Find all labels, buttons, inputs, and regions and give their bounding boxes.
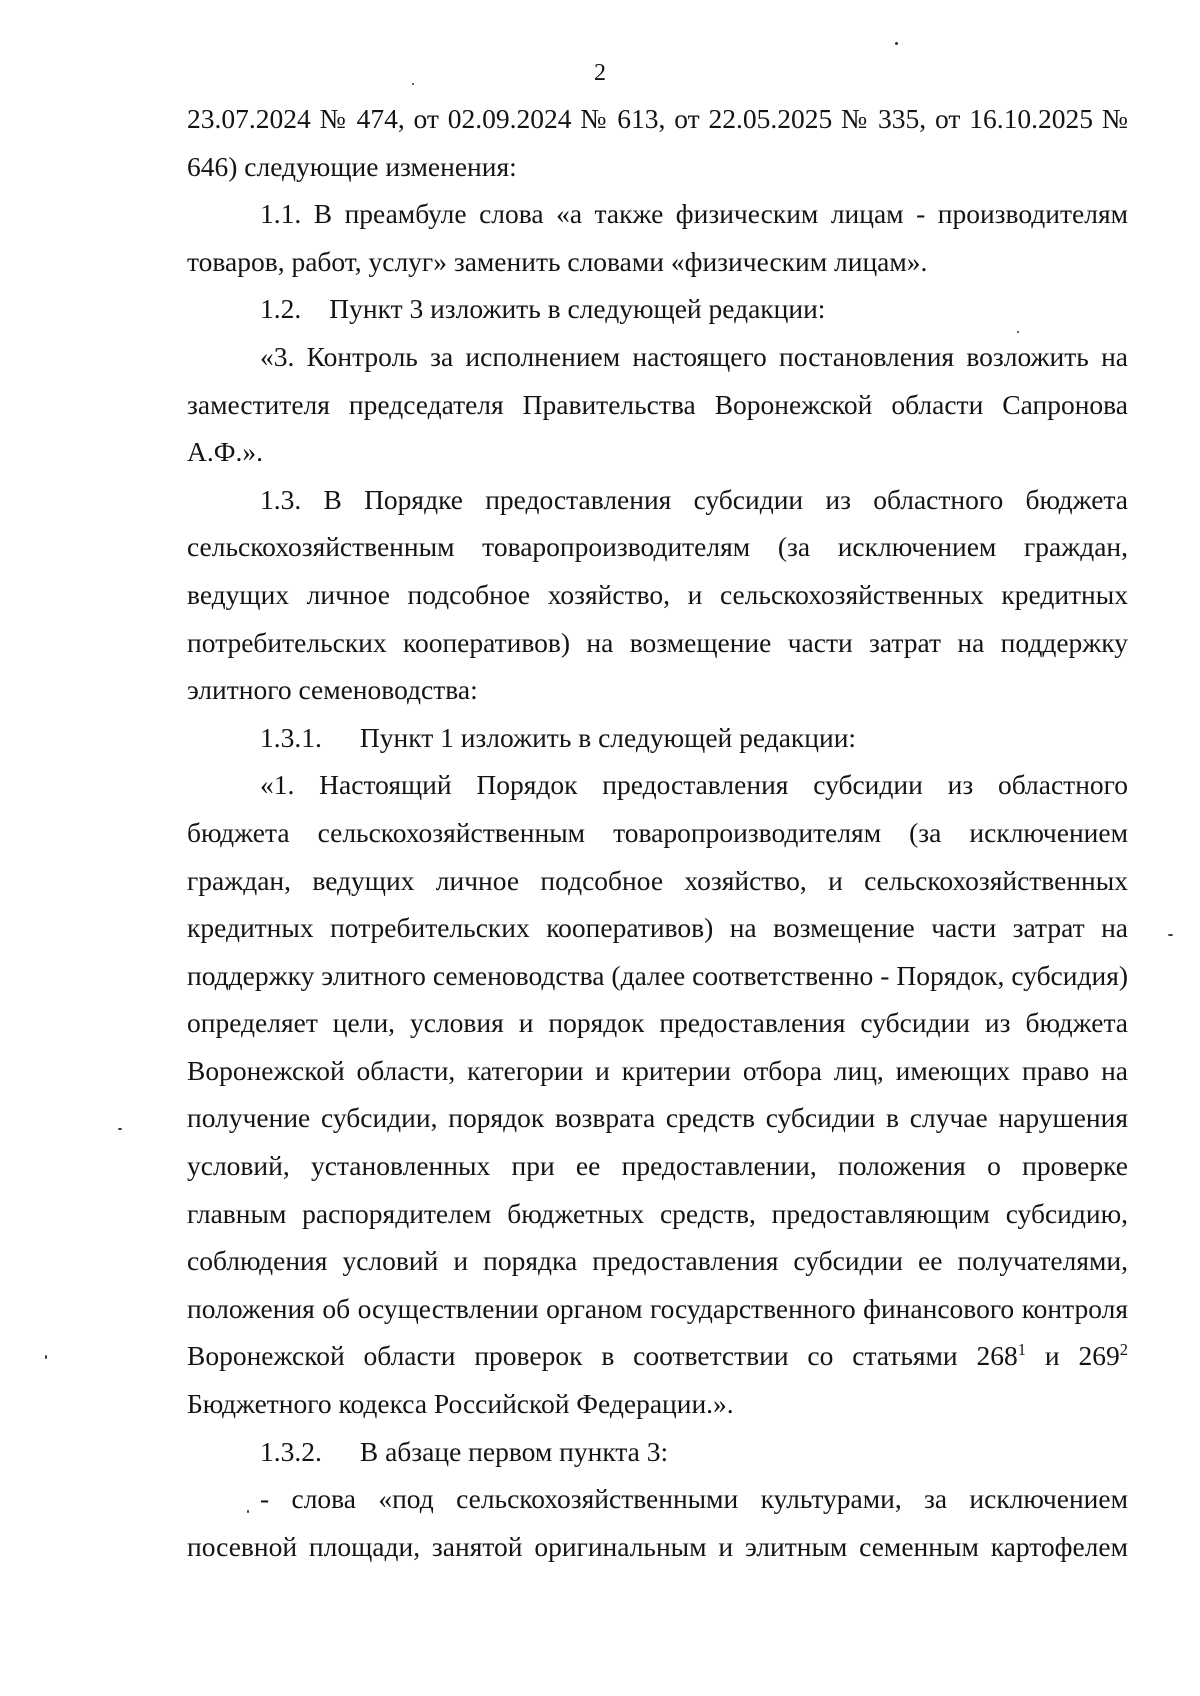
document-body	[187, 95, 1128, 1570]
item-text: Пункт 3 изложить в следующей редакции:	[329, 293, 826, 325]
conjunction: и	[1026, 1340, 1079, 1372]
item-text: Пункт 1 изложить в следующей редакции:	[359, 721, 857, 753]
paragraph-1-3-2	[187, 1428, 1128, 1476]
scan-speck	[1168, 934, 1173, 936]
item-number: 1.3.2.	[260, 1435, 322, 1467]
paragraph-point-1-quote	[187, 761, 1128, 1427]
scan-speck	[45, 1355, 47, 1359]
quote-body: «1. Настоящий Порядок предоставления субсидии из областного бюджета сельскохозяйственным товаропроизводителям (за исключением граждан, ведущих личное подсобное хозяйство, и сельскохозяйственных кредитных потребительских кооперативов) на возмещение части затрат на поддержку элитного семеноводства (далее соответственно - Порядок, субсидия) определяет цели, условия и порядок предоставления субсидии из бюджета Воронежской области, категории и критерии отбора лиц, имеющих право на получение субсидии, порядок возврата средств субсидии в случае нарушения условий, установленных при ее предоставлении, положения о проверке главным распорядителем бюджетных средств, предоставляющим субсидию, соблюдения условий и порядка предоставления субсидии ее получателями, положения об осуществлении органом государственного финансового контроля Воронежской области проверок в соответствии со статьями	[187, 769, 1128, 1372]
paragraph-1-2	[187, 285, 1128, 333]
article-ref-1: 268	[976, 1340, 1018, 1372]
paragraph-words-replacement: - слова «под сельскохозяйственными культурами, за исключением посевной площади, занятой оригинальным и элитным семенным картофелем	[187, 1483, 1128, 1562]
item-number: 1.3.1.	[260, 721, 322, 753]
paragraph-1-1: 1.1. В преамбуле слова «а также физическим лицам - производителям товаров, работ, услуг» заменить словами «физическим лицам».	[187, 198, 1128, 277]
article-sup-1: 1	[1017, 1340, 1027, 1360]
page-number: 2	[594, 60, 606, 86]
article-sup-2: 2	[1119, 1340, 1128, 1360]
paragraph-amendments-list: 23.07.2024 № 474, от 02.09.2024 № 613, от 22.05.2025 № 335, от 16.10.2025 № 646) следующие изменения:	[187, 103, 1128, 182]
scan-speck	[247, 1510, 249, 1513]
scan-speck	[1017, 331, 1019, 333]
quote-tail: Бюджетного кодекса Российской Федерации.».	[187, 1388, 734, 1420]
paragraph-point-3-quote: «3. Контроль за исполнением настоящего постановления возложить на заместителя председателя Правительства Воронежской области Сапронова А.Ф.».	[187, 340, 1128, 468]
scan-speck	[118, 1128, 122, 1130]
paragraph-1-3: 1.3. В Порядке предоставления субсидии из областного бюджета сельскохозяйственным товаропроизводителям (за исключением граждан, ведущих личное подсобное хозяйство, и сельскохозяйственных кредитных потребительских кооперативов) на возмещение части затрат на поддержку элитного семеноводства:	[187, 483, 1128, 706]
paragraph-1-3-1	[187, 714, 1128, 762]
scan-speck	[895, 42, 898, 45]
item-number: 1.2.	[260, 293, 302, 325]
item-text: В абзаце первом пункта 3:	[359, 1435, 669, 1467]
scan-speck	[412, 83, 414, 85]
article-ref-2: 269	[1078, 1340, 1120, 1372]
